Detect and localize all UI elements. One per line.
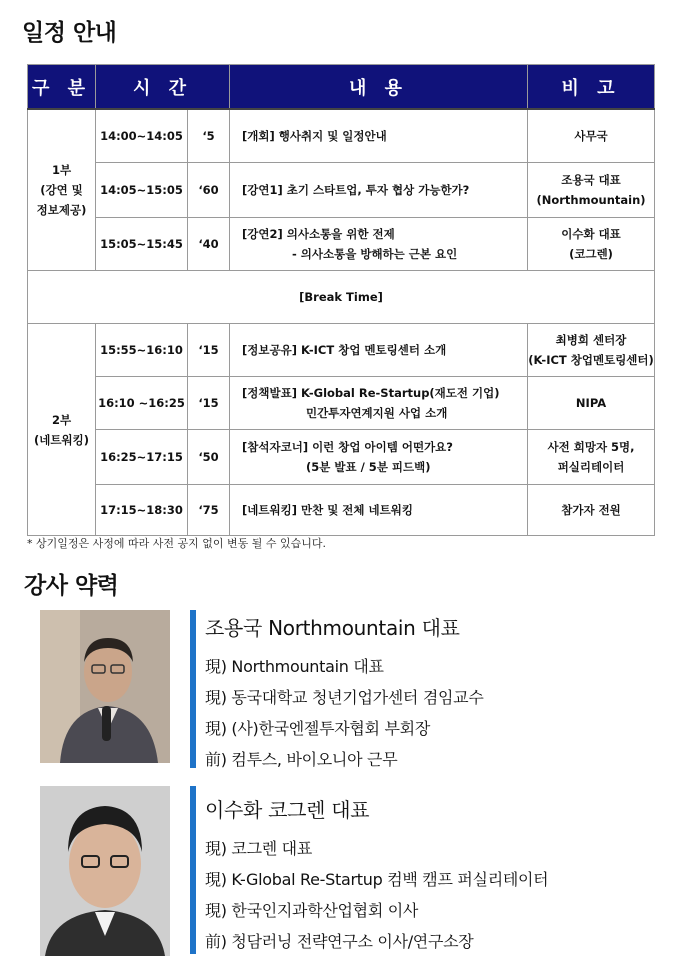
duration-cell: ‘15 [188, 324, 230, 377]
table-header-row [28, 65, 655, 110]
profile-line: 現) Northmountain 대표 [205, 657, 384, 676]
break-row [28, 271, 655, 324]
profile-line: 前) 청담러닝 전략연구소 이사/연구소장 [205, 932, 474, 951]
table-row [28, 485, 655, 536]
speaker-photo [40, 610, 170, 763]
header-category: 구 분 [28, 65, 96, 110]
time-cell: 14:05~15:05 [96, 163, 188, 218]
schedule-section-title: 일정 안내 [22, 20, 117, 46]
time-cell: 15:55~16:10 [96, 324, 188, 377]
part2-label: 2부 (네트워킹) [28, 324, 96, 536]
speaker-photo [40, 786, 170, 956]
speaker-name: 조용국 Northmountain 대표 [205, 616, 460, 640]
profile-line: 現) 동국대학교 청년기업가센터 겸임교수 [205, 688, 484, 707]
schedule-table [27, 64, 655, 536]
header-time: 시 간 [96, 65, 230, 110]
note-cell: 사무국 [528, 109, 655, 163]
accent-bar [190, 786, 196, 954]
profile-line: 現) 코그렌 대표 [205, 839, 312, 858]
schedule-footnote: * 상기일정은 사정에 따라 사전 공지 없이 변동 될 수 있습니다. [27, 537, 326, 550]
table-row [28, 324, 655, 377]
content-cell: [네트워킹] 만찬 및 전체 네트워킹 [230, 485, 528, 536]
speaker-profile [205, 612, 484, 775]
time-cell: 16:25~17:15 [96, 430, 188, 485]
table-row [28, 218, 655, 271]
speaker-name: 이수화 코그렌 대표 [205, 798, 370, 822]
time-cell: 17:15~18:30 [96, 485, 188, 536]
header-note: 비 고 [528, 65, 655, 110]
table-row [28, 163, 655, 218]
duration-cell: ‘40 [188, 218, 230, 271]
content-cell: [개회] 행사취지 및 일정안내 [230, 109, 528, 163]
duration-cell: ‘75 [188, 485, 230, 536]
time-cell: 15:05~15:45 [96, 218, 188, 271]
profile-line: 前) 컴투스, 바이오니아 근무 [205, 750, 398, 769]
part1-label: 1부 (강연 및 정보제공) [28, 109, 96, 271]
time-cell: 16:10 ~16:25 [96, 377, 188, 430]
note-cell: 사전 희망자 5명, 퍼실리테이터 [528, 430, 655, 485]
duration-cell: ‘15 [188, 377, 230, 430]
accent-bar [190, 610, 196, 768]
speakers-section-title: 강사 약력 [24, 573, 119, 599]
note-cell: NIPA [528, 377, 655, 430]
note-cell: 조용국 대표 (Northmountain) [528, 163, 655, 218]
speaker-profile [205, 794, 548, 957]
content-cell: [강연1] 초기 스타트업, 투자 협상 가능한가? [230, 163, 528, 218]
content-cell: [정보공유] K-ICT 창업 멘토링센터 소개 [230, 324, 528, 377]
note-cell: 최병희 센터장 (K-ICT 창업멘토링센터) [528, 324, 655, 377]
content-cell: [정책발표] K-Global Re-Startup(재도전 기업) 민간투자연계지원 사업 소개 [230, 377, 528, 430]
break-time-label: [Break Time] [28, 271, 655, 324]
table-row [28, 377, 655, 430]
duration-cell: ‘50 [188, 430, 230, 485]
profile-line: 現) K-Global Re-Startup 컴백 캠프 퍼실리테이터 [205, 870, 549, 889]
note-cell: 이수화 대표 (코그렌) [528, 218, 655, 271]
table-row [28, 109, 655, 163]
duration-cell: ‘60 [188, 163, 230, 218]
content-cell: [참석자코너] 이런 창업 아이템 어떤가요? (5분 발표 / 5분 피드백) [230, 430, 528, 485]
time-cell: 14:00~14:05 [96, 109, 188, 163]
duration-cell: ‘5 [188, 109, 230, 163]
content-cell: [강연2] 의사소통을 위한 전제 - 의사소통을 방해하는 근본 요인 [230, 218, 528, 271]
profile-line: 現) 한국인지과학산업협회 이사 [205, 901, 419, 920]
table-row [28, 430, 655, 485]
header-content: 내 용 [230, 65, 528, 110]
note-cell: 참가자 전원 [528, 485, 655, 536]
profile-line: 現) (사)한국엔젤투자협회 부회장 [205, 719, 430, 738]
